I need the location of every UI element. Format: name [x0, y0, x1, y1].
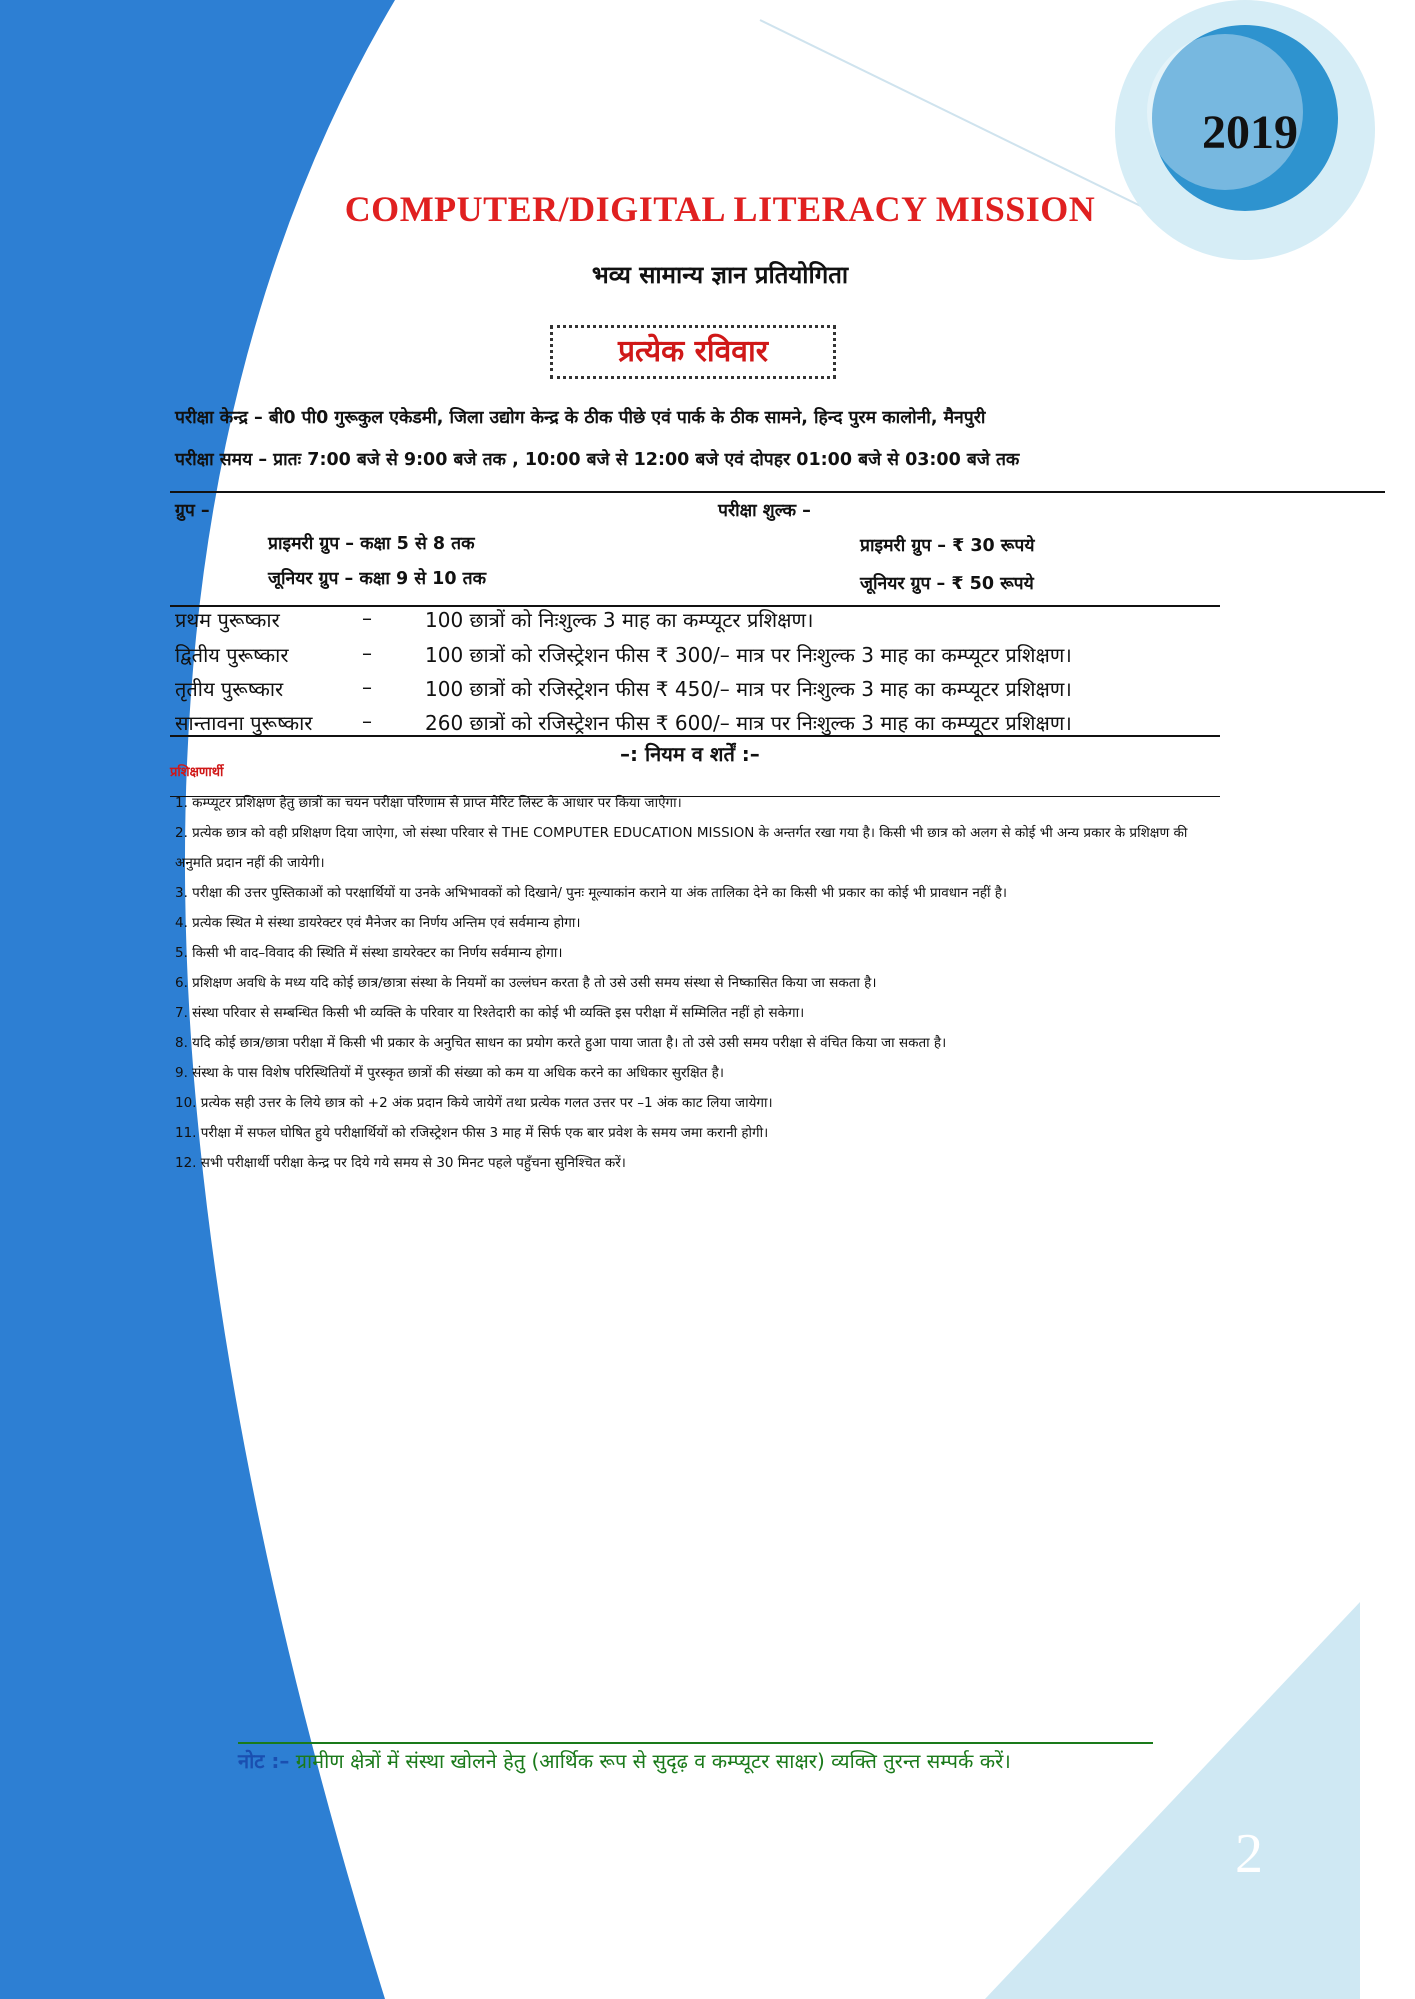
list-item: 10. प्रत्येक सही उत्तर के लिये छात्र को +2 अंक प्रदान किये जायेगें तथा प्रत्येक गलत उत्तर पर –1 अंक काट लिया जायेगा।: [175, 1095, 773, 1111]
rules-heading: –: नियम व शर्तें :–: [620, 742, 760, 766]
primary-group: प्राइमरी ग्रुप – कक्षा 5 से 8 तक: [268, 534, 475, 554]
list-item: 1. कम्प्यूटर प्रशिक्षण हेतु छात्रों का चयन परीक्षा परिणाम से प्राप्त मेरिट लिस्ट के आधार पर किया जाऐगा।: [175, 795, 682, 811]
list-item: 12. सभी परीक्षार्थी परीक्षा केन्द्र पर दिये गये समय से 30 मिनट पहले पहुँचना सुनिश्चित करें।: [175, 1155, 626, 1171]
list-item: 7. संस्था परिवार से सम्बन्धित किसी भी व्यक्ति के परिवार या रिश्तेदारी का कोई भी व्यक्ति इस परीक्षा में सम्मिलित नहीं हो सकेगा।: [175, 1005, 805, 1021]
prize-dash: –: [362, 606, 372, 630]
divider: [170, 735, 1220, 737]
bottom-right-triangle: [985, 1602, 1360, 1999]
year-badge: 2019: [1202, 106, 1298, 159]
list-item: 9. संस्था के पास विशेष परिस्थितियों में पुरस्कृत छात्रों की संख्या को कम या अधिक करने का अधिकार सुरक्षित है।: [175, 1065, 724, 1081]
list-item: 2. प्रत्येक छात्र को वही प्रशिक्षण दिया जाऐगा, जो संस्था परिवार से THE COMPUTER EDUCATION MISSION के अन्तर्गत रखा गया है। किसी भी छात्र को अलग से कोई भी अन्य प्रकार के प्रशिक्षण की अनुमति प्रदान नहीं की जायेगी।: [175, 825, 1188, 871]
list-item: 6. प्रशिक्षण अवधि के मध्य यदि कोई छात्र/छात्रा संस्था के नियमों का उल्लंघन करता है तो उसे उसी समय संस्था से निष्कासित किया जा सकता है।: [175, 975, 877, 991]
divider: [170, 491, 1385, 493]
note: [238, 1747, 1011, 1774]
prize-dash: –: [362, 641, 372, 665]
rules-list: [175, 788, 1225, 1178]
prize-name: सान्तावना पुरूष्कार: [175, 711, 313, 735]
page-number: 2: [1235, 1823, 1263, 1885]
page-subtitle: भव्य सामान्य ज्ञान प्रतियोगिता: [591, 261, 849, 289]
list-item: 3. परीक्षा की उत्तर पुस्तिकाओं को परक्षार्थियों या उनके अभिभावकों को दिखाने/ पुनः मूल्याकांन कराने या अंक तालिका देने का किसी भी प्रकार का कोई भी प्रावधान नहीं है।: [175, 885, 1008, 901]
junior-group: जूनियर ग्रुप – कक्षा 9 से 10 तक: [268, 569, 487, 589]
prize-desc: 260 छात्रों को रजिस्ट्रेशन फीस ₹ 600/– मात्र पर निःशुल्क 3 माह का कम्प्यूटर प्रशिक्षण।: [425, 711, 1072, 735]
prize-name: तृतीय पुरूष्कार: [175, 677, 284, 701]
exam-center: परीक्षा केन्द्र – बी0 पी0 गुरूकुल एकेडमी, जिला उद्योग केन्द्र के ठीक पीछे एवं पार्क के ठीक सामने, हिन्द पुरम कालोनी, मैनपुरी: [175, 408, 986, 428]
list-item: 4. प्रत्येक स्थित मे संस्था डायरेक्टर एवं मैनेजर का निर्णय अन्तिम एवं सर्वमान्य होगा।: [175, 915, 581, 931]
list-item: 5. किसी भी वाद–विवाद की स्थिति में संस्था डायरेक्टर का निर्णय सर्वमान्य होगा।: [175, 945, 563, 961]
prize-name: द्वितीय पुरूष्कार: [175, 643, 289, 667]
prize-name: प्रथम पुरूष्कार: [175, 608, 280, 632]
primary-fee: प्राइमरी ग्रुप – ₹ 30 रूपये: [860, 536, 1035, 556]
list-item: 11. परीक्षा में सफल घोषित हुये परीक्षार्थियों को रजिस्ट्रेशन फीस 3 माह में सिर्फ एक बार प्रवेश के समय जमा करानी होगी।: [175, 1125, 769, 1141]
prize-desc: 100 छात्रों को निःशुल्क 3 माह का कम्प्यूटर प्रशिक्षण।: [425, 608, 814, 632]
exam-time: परीक्षा समय – प्रातः 7:00 बजे से 9:00 बजे तक , 10:00 बजे से 12:00 बजे एवं दोपहर 01:00 बजे से 03:00 बजे तक: [175, 450, 1020, 470]
fee-heading: परीक्षा शुल्क –: [718, 501, 811, 521]
note-divider: [238, 1742, 1153, 1744]
groups-heading: ग्रुप –: [175, 501, 210, 521]
note-text: ग्रामीण क्षेत्रों में संस्था खोलने हेतु (आर्थिक रूप से सुदृढ़ व कम्प्यूटर साक्षर) व्यक्ति तुरन्त सम्पर्क करें।: [295, 1749, 1011, 1773]
prize-dash: –: [362, 709, 372, 733]
prize-dash: –: [362, 675, 372, 699]
note-label: नोट :–: [238, 1749, 290, 1773]
junior-fee: जूनियर ग्रुप – ₹ 50 रूपये: [860, 574, 1034, 594]
schedule-box: प्रत्येक रविवार: [550, 325, 836, 379]
prize-desc: 100 छात्रों को रजिस्ट्रेशन फीस ₹ 450/– मात्र पर निःशुल्क 3 माह का कम्प्यूटर प्रशिक्षण।: [425, 677, 1072, 701]
page-title: COMPUTER/DIGITAL LITERACY MISSION: [344, 189, 1096, 229]
section-label: प्रशिक्षणार्थी: [170, 765, 224, 780]
list-item: 8. यदि कोई छात्र/छात्रा परीक्षा में किसी भी प्रकार के अनुचित साधन का प्रयोग करते हुआ पाया जाता है। तो उसे उसी समय परीक्षा से वंचित किया जा सकता है।: [175, 1035, 947, 1051]
prize-desc: 100 छात्रों को रजिस्ट्रेशन फीस ₹ 300/– मात्र पर निःशुल्क 3 माह का कम्प्यूटर प्रशिक्षण।: [425, 643, 1072, 667]
